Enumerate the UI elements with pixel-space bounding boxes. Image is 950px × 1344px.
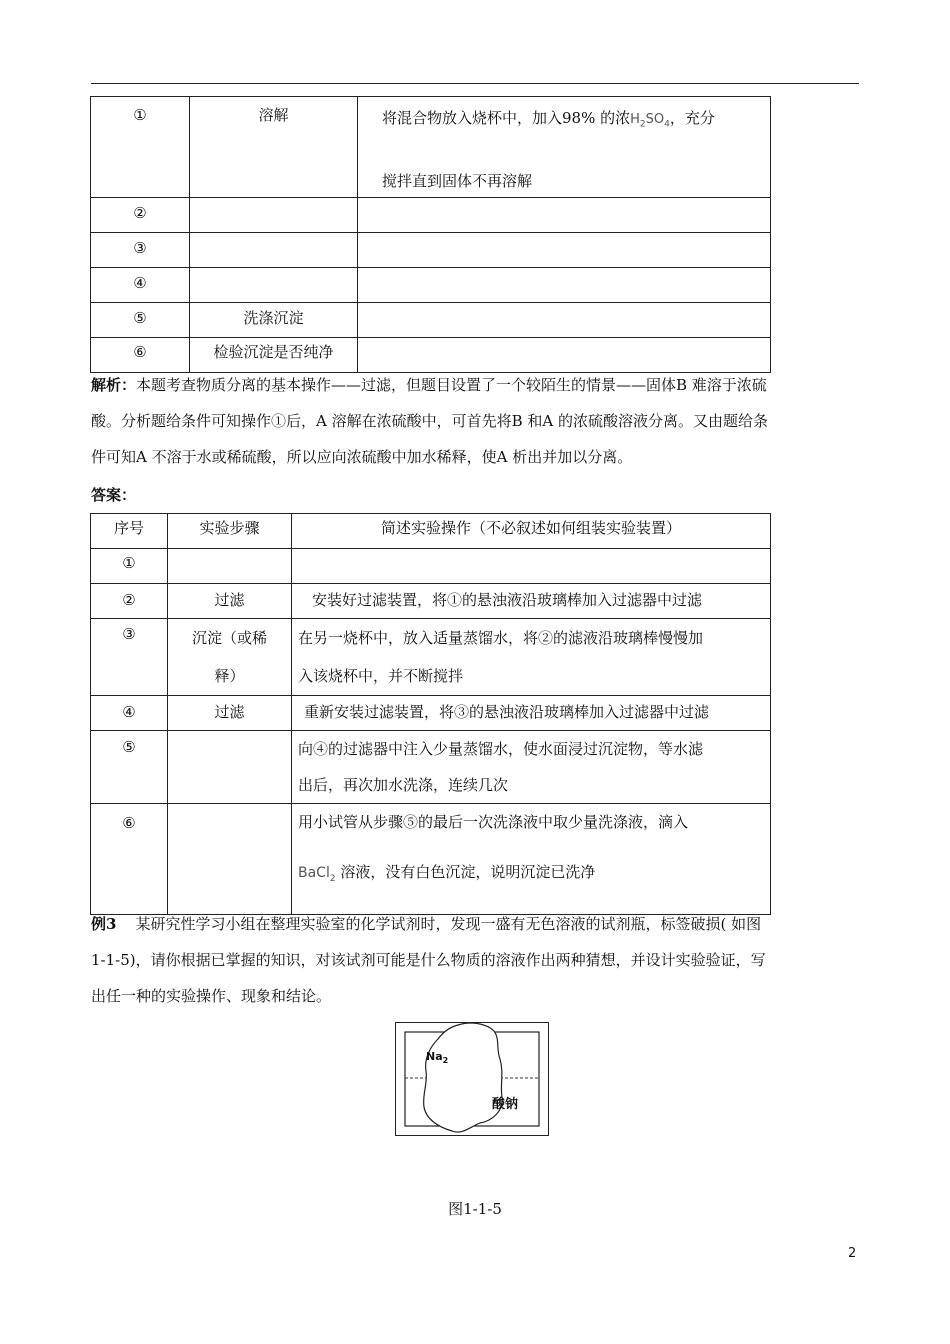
table-row bbox=[91, 696, 771, 731]
operation-text: ，充分 bbox=[669, 109, 715, 127]
operation-text: 搅拌直到固体不再溶解 bbox=[382, 171, 533, 190]
header-operation: 简述实验操作（不必叙述如何组装实验装置） bbox=[292, 514, 771, 549]
row-number: ③ bbox=[91, 233, 190, 268]
row-number: ⑥ bbox=[91, 804, 168, 915]
operation-cell bbox=[358, 97, 771, 198]
formula-bacl2: BaCl$_2$ bbox=[298, 865, 336, 884]
problem-table bbox=[90, 96, 771, 373]
table-row bbox=[91, 303, 771, 338]
table-row bbox=[91, 97, 771, 198]
row-number: ② bbox=[91, 198, 190, 233]
operation-cell bbox=[358, 268, 771, 303]
table-row bbox=[91, 233, 771, 268]
analysis-paragraph: 解析：本题考查物质分离的基本操作——过滤，但题目设置了一个较陌生的情景——固体B 难溶于浓硫 酸。分析题给条件可知操作①后，A 溶解在浓硫酸中，可首先将B 和A 的浓硫酸溶液分离。又由题给条 件可知A 不溶于水或稀硫酸，所以应向浓硫酸中加水稀释，使A 析出并加以分离。 bbox=[91, 376, 768, 466]
step-cell: 检验沉淀是否纯净 bbox=[190, 338, 358, 373]
table-row bbox=[91, 198, 771, 233]
row-number: ④ bbox=[91, 268, 190, 303]
table-header-row bbox=[91, 514, 771, 549]
label-text-na2: $Na_2$ bbox=[426, 1050, 449, 1066]
row-number: ⑤ bbox=[91, 303, 190, 338]
row-number: ⑤ bbox=[91, 731, 168, 804]
operation-cell bbox=[358, 198, 771, 233]
operation-cell: 用小试管从步骤⑤的最后一次洗涤液中取少量洗涤液，滴入 BaCl$_2$ 溶液，没有白色沉淀，说明沉淀已洗净 bbox=[292, 804, 771, 915]
step-cell bbox=[190, 198, 358, 233]
row-number: ① bbox=[91, 549, 168, 584]
example-paragraph: 例3 某研究性学习小组在整理实验室的化学试剂时，发现一盛有无色溶液的试剂瓶，标签破损( 如图 1-1-5)，请你根据已掌握的知识，对该试剂可能是什么物质的溶液作出两种猜想，并设计实验验证，写 出任一种的实验操作、现象和结论。 bbox=[91, 915, 766, 1005]
header-rule bbox=[91, 83, 859, 84]
step-cell bbox=[168, 804, 292, 915]
row-number: ⑥ bbox=[91, 338, 190, 373]
row-number: ① bbox=[91, 97, 190, 198]
table-row bbox=[91, 268, 771, 303]
table-row bbox=[91, 619, 771, 696]
table-row bbox=[91, 804, 771, 915]
operation-cell: 安装好过滤装置，将①的悬浊液沿玻璃棒加入过滤器中过滤 bbox=[292, 584, 771, 619]
operation-cell bbox=[292, 549, 771, 584]
table-row bbox=[91, 731, 771, 804]
answer-label: 答案： bbox=[91, 486, 137, 504]
step-cell: 沉淀（或稀 释） bbox=[168, 619, 292, 696]
step-cell: 过滤 bbox=[168, 696, 292, 731]
torn-piece-outline bbox=[424, 1023, 503, 1132]
page-number: 2 bbox=[848, 1246, 857, 1261]
step-cell: 过滤 bbox=[168, 584, 292, 619]
header-step: 实验步骤 bbox=[168, 514, 292, 549]
step-cell: 溶解 bbox=[190, 97, 358, 198]
example-label: 例3 bbox=[91, 915, 117, 933]
step-cell bbox=[168, 731, 292, 804]
operation-cell bbox=[358, 303, 771, 338]
operation-cell bbox=[358, 233, 771, 268]
row-number: ④ bbox=[91, 696, 168, 731]
step-cell bbox=[190, 268, 358, 303]
table-row bbox=[91, 549, 771, 584]
figure-caption: 图1-1-5 bbox=[448, 1200, 502, 1218]
operation-text: 将混合物放入烧杯中，加入98% 的浓 bbox=[382, 109, 631, 127]
formula-h2so4: $H_2SO_4$ bbox=[630, 112, 670, 130]
operation-cell: 在另一烧杯中，放入适量蒸馏水，将②的滤液沿玻璃棒慢慢加 入该烧杯中，并不断搅拌 bbox=[292, 619, 771, 696]
answer-table bbox=[90, 513, 771, 915]
table-row bbox=[91, 584, 771, 619]
step-cell bbox=[190, 233, 358, 268]
header-number: 序号 bbox=[91, 514, 168, 549]
operation-cell: 向④的过滤器中注入少量蒸馏水，使水面浸过沉淀物，等水滤 出后，再次加水洗涤，连续几次 bbox=[292, 731, 771, 804]
row-number: ② bbox=[91, 584, 168, 619]
step-cell: 洗涤沉淀 bbox=[190, 303, 358, 338]
analysis-label: 解析： bbox=[91, 376, 137, 394]
torn-label-figure bbox=[395, 1022, 549, 1136]
step-cell bbox=[168, 549, 292, 584]
operation-cell: 重新安装过滤装置，将③的悬浊液沿玻璃棒加入过滤器中过滤 bbox=[292, 696, 771, 731]
row-number: ③ bbox=[91, 619, 168, 696]
label-text-salt: 酸钠 bbox=[492, 1097, 519, 1112]
torn-label-drawing bbox=[396, 1023, 548, 1135]
